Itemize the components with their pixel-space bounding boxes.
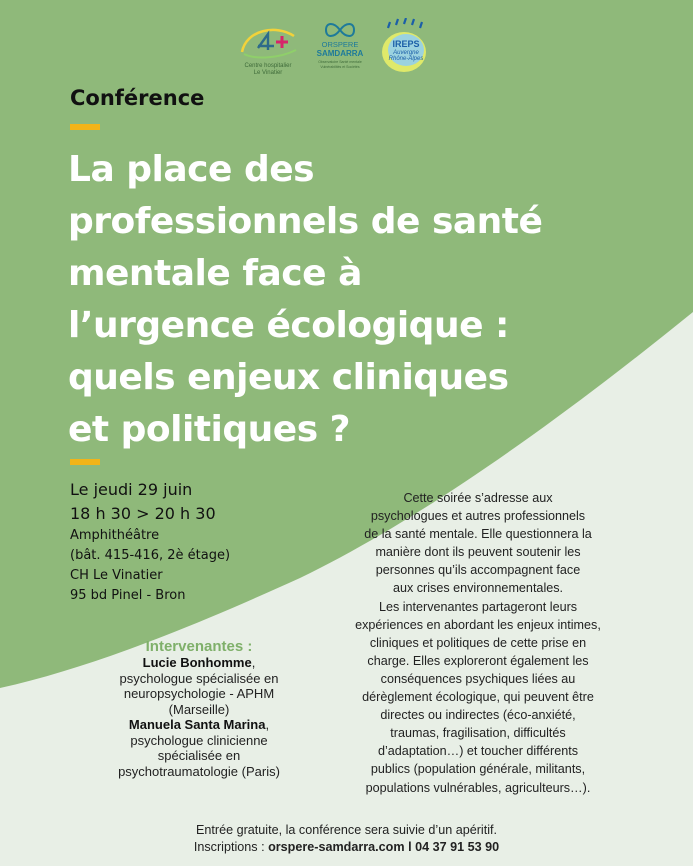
description-line: publics (population générale, militants, [370, 762, 586, 777]
speaker-1-name-line [84, 655, 314, 671]
description-line: cliniques et politiques de cette prise en [369, 635, 587, 650]
event-place: CH Le Vinatier [70, 568, 163, 583]
speaker-1-desc: (Marseille) [168, 701, 230, 717]
title-line: La place des [68, 149, 315, 190]
speaker-1-desc: neuropsychologie - APHM [123, 686, 275, 701]
speaker-1-name: Lucie Bonhomme [142, 655, 252, 670]
orspere-text-2: SAMDARRA [316, 49, 364, 58]
speaker-2-name: Manuela Santa Marina [128, 717, 266, 732]
footer-line-1: Entrée gratuite, la conférence sera suivie d’un apéritif. [195, 823, 498, 837]
title-line: mentale face à [68, 253, 362, 294]
speaker-2-desc: spécialisée en [157, 748, 241, 763]
title-line: professionnels de santé [68, 201, 543, 242]
speaker-1-desc: psychologue spécialisée en [119, 670, 279, 686]
accent-dash-top [70, 124, 100, 130]
description-line: conséquences psychiques liées au [380, 671, 576, 686]
speakers-block [84, 638, 314, 779]
logo-row [236, 18, 436, 80]
registration-label: Inscriptions : [193, 840, 269, 854]
orspere-text-1: ORSPERE [321, 40, 359, 49]
orspere-text-4: Vulnérabilités et Sociétés [320, 65, 360, 69]
orspere-text-3: Observatoire Santé mentale [318, 60, 362, 64]
title-line: l’urgence écologique : [68, 305, 509, 346]
description-line: directes ou indirectes (éco-anxiété, [380, 708, 576, 723]
speaker-2-desc: psychotraumatologie (Paris) [118, 763, 280, 779]
ireps-logo [376, 18, 436, 78]
event-building: (bât. 415-416, 2è étage) [70, 548, 231, 563]
description-line: Les intervenantes partageront leurs [378, 599, 578, 614]
vinatier-text-2: Le Vinatier [253, 70, 283, 76]
speakers-heading: Intervenantes : [145, 638, 253, 655]
event-room: Amphithéâtre [70, 528, 160, 543]
description-line: manière dont ils peuvent soutenir les [375, 545, 581, 560]
footer-line-2 [0, 839, 693, 856]
description-line: aux crises environnementales. [392, 581, 564, 596]
ireps-text-1: IREPS [392, 39, 420, 49]
event-time: 18 h 30 > 20 h 30 [70, 504, 216, 523]
ireps-text-2: Auvergne [393, 50, 419, 56]
description-line: expériences en abordant les enjeux intimes, [355, 617, 601, 632]
title-line: quels enjeux cliniques [68, 357, 509, 398]
event-description [324, 489, 632, 797]
page-title [68, 144, 668, 456]
vinatier-text-1: Centre hospitalier [244, 63, 292, 69]
title-line: et politiques ? [68, 409, 351, 450]
conference-label: Conférence [70, 86, 205, 110]
orspere-logo [312, 20, 368, 78]
speaker-1-sep: , [251, 655, 256, 670]
event-date: Le jeudi 29 juin [70, 480, 193, 499]
description-line: traumas, fragilisation, difficultés [390, 726, 566, 741]
speaker-2-desc: psychologue clinicienne [130, 732, 268, 748]
description-line: dérèglement écologique, qui peuvent être [362, 690, 594, 705]
event-address: 95 bd Pinel - Bron [70, 588, 186, 603]
vinatier-logo [236, 22, 300, 76]
description-line: charge. Elles exploreront également les [367, 653, 589, 668]
description-line: personnes qu’ils accompagnent face [375, 563, 581, 578]
description-line: Cette soirée s’adresse aux [403, 491, 553, 505]
description-line: d’adaptation…) et toucher différents [378, 744, 578, 759]
footer [0, 822, 693, 856]
ireps-text-3: Rhône-Alpes [388, 56, 424, 62]
accent-dash-bottom [70, 459, 100, 465]
description-line: psychologues et autres professionnels [370, 509, 586, 524]
speaker-2-name-line [84, 717, 314, 733]
description-line: populations vulnérables, agriculteurs…). [365, 780, 591, 795]
event-info [70, 478, 230, 606]
speaker-2-sep: , [265, 717, 270, 732]
registration-contact[interactable]: orspere-samdarra.com l 04 37 91 53 90 [268, 840, 500, 854]
description-line: de la santé mentale. Elle questionnera la [364, 527, 592, 542]
